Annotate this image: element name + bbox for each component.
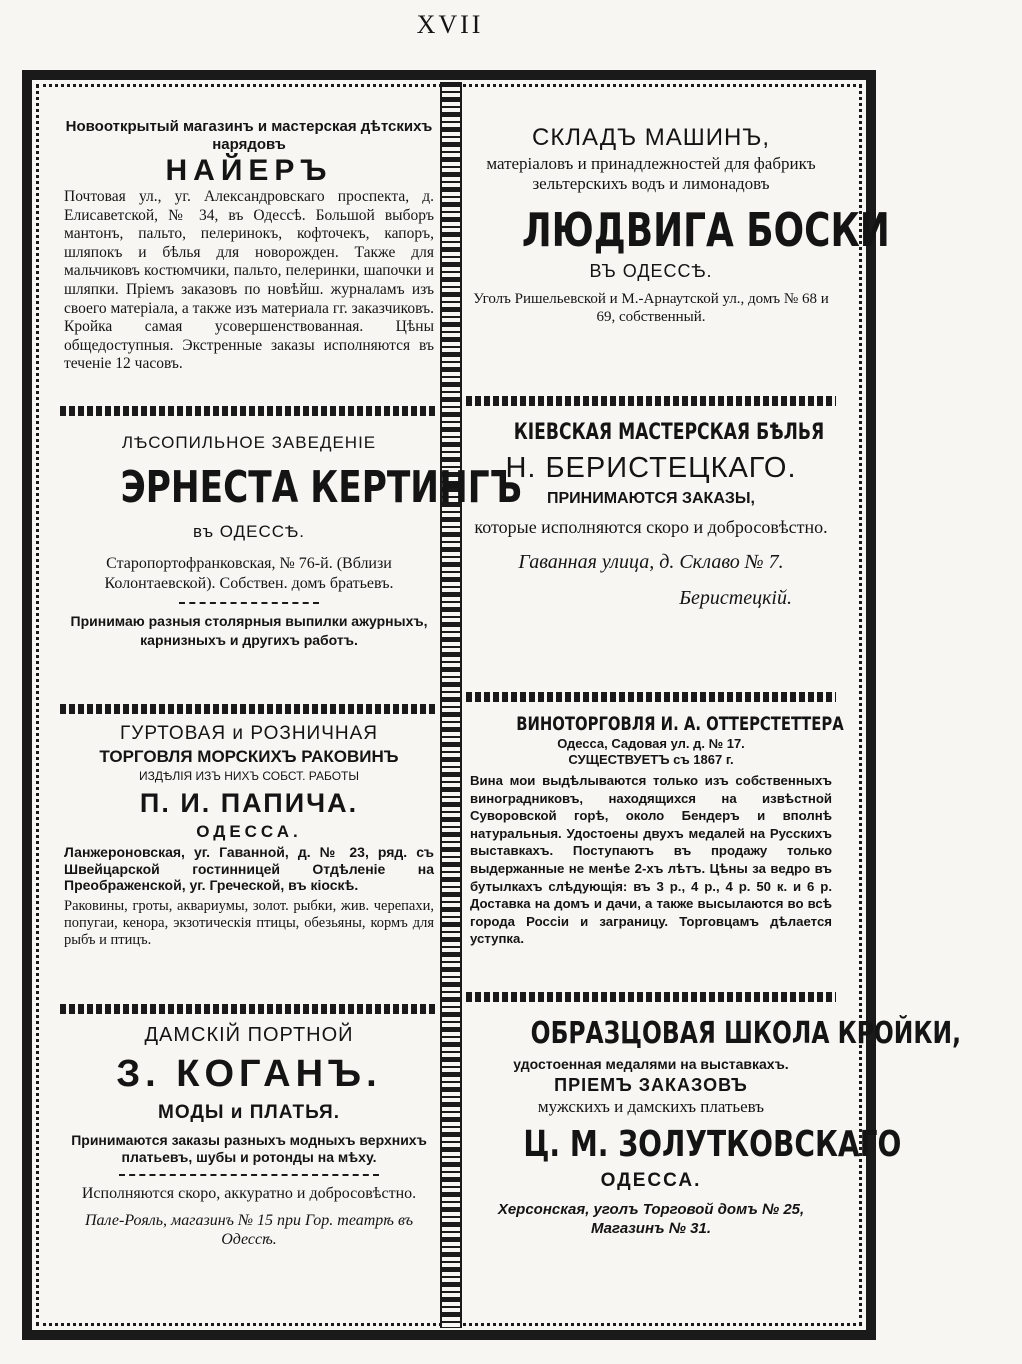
dashed-divider <box>119 1174 379 1176</box>
ad-name: П. И. ПАПИЧА. <box>139 788 359 818</box>
ad-header: КІЕВСКАЯ МАСТЕРСКАЯ БѢЛЬЯ <box>513 420 825 445</box>
ad-address: Херсонская, уголъ Торговой домъ № 25, Магазинъ № 31. <box>497 1201 805 1237</box>
ad-since: СУЩЕСТВУЕТЪ съ 1867 г. <box>568 752 734 767</box>
ad-subheader: ПРИНИМАЮТСЯ ЗАКАЗЫ, <box>546 490 755 507</box>
ad-header: СКЛАДЪ МАШИНЪ, <box>531 124 771 151</box>
ad-kerting <box>60 432 522 650</box>
ad-header: ЛѢСОПИЛЬНОЕ ЗАВЕДЕНІЕ <box>121 433 377 452</box>
ad-address: Ланжероновская, уг. Гаванной, д. № 23, ряд. съ Швейцарской гостинницей Отдѣленіе на Преображенской, уг. Греческой, въ кіоскѣ. <box>64 844 434 893</box>
ad-body: Раковины, гроты, аквариумы, золот. рыбки, жив. черепахи, попугаи, кенора, экзотическія птицы, обезьяны, кормъ для рыбъ и птицъ. <box>64 897 434 948</box>
ad-body: Вина мои выдѣлываются только изъ собственныхъ виноградниковъ, находящихся на извѣстной Суворовской горѣ, около Бендеръ и вполнѣ натуральныя. Удостоены двухъ медалей на Русскихъ выставкахъ. Поступаютъ въ продажу только выдержанные не менѣе 2-хъ лѣтъ. Цѣны за ведро въ бутылкахъ слѣдующія: въ 3 р., 4 р., 4 р. 50 к. и 6 р. Доставка на домъ и дачи, а также высылаются во всѣ города Россіи и заграницу. Торговцамъ дѣлается уступка. <box>470 773 832 947</box>
ad-address: Гаванная улица, д. Склаво № 7. <box>518 551 784 573</box>
ad-beristetsky <box>466 418 836 611</box>
ad-name: ЭРНЕСТА КЕРТИНГЪ <box>120 462 522 513</box>
ad-city: ВЪ ОДЕССѢ. <box>589 261 713 281</box>
ad-header: Новооткрытый магазинъ и мастерская дѣтскихъ нарядовъ <box>65 118 433 153</box>
ad-body: Принимаются заказы разныхъ модныхъ верхнихъ платьевъ, шубы и ротонды на мѣху. <box>71 1132 427 1165</box>
ad-header: ОБРАЗЦОВАЯ ШКОЛА КРОЙКИ, <box>530 1016 961 1051</box>
ad-address: Старопортофранковская, № 76-й. (Вблизи Колонтаевской). Собствен. домъ братьевъ. <box>104 555 394 592</box>
ad-signature: Беристецкій. <box>679 587 792 609</box>
ad-boski <box>466 122 890 326</box>
ad-zolutkovsky <box>466 1014 961 1238</box>
ad-separator <box>466 992 836 1002</box>
ad-separator <box>466 396 836 406</box>
ad-name: Н. БЕРИСТЕЦКАГО. <box>505 452 797 484</box>
ad-kogan <box>60 1022 438 1249</box>
center-ornament-divider <box>440 82 462 1328</box>
ad-name: НАЙЕРЪ <box>165 154 333 187</box>
ad-subheader-2: ПРІЕМЪ ЗАКАЗОВЪ <box>554 1075 748 1095</box>
ad-subheader: удостоенная медалями на выставкахъ. <box>513 1056 789 1072</box>
ad-otterstetter <box>466 712 844 948</box>
ad-address: Одесса, Садовая ул. д. № 17. <box>557 736 745 751</box>
ad-nayer <box>60 118 438 374</box>
ad-subheader-2: ИЗДѢЛІЯ ИЗЪ НИХЪ СОБСТ. РАБОТЫ <box>138 769 360 783</box>
ad-subheader: МОДЫ и ПЛАТЬЯ. <box>158 1102 340 1123</box>
ad-header: ДАМСКІЙ ПОРТНОЙ <box>144 1024 354 1046</box>
ad-separator <box>466 692 836 702</box>
ad-subheader: ТОРГОВЛЯ МОРСКИХЪ РАКОВИНЪ <box>99 747 399 766</box>
ad-name: ЛЮДВИГА БОСКИ <box>521 203 890 257</box>
ad-body: Почтовая ул., уг. Александровскаго проспекта, д. Елисаветской, № 34, въ Одессѣ. Большой выборъ мантонъ, пальто, пелеринокъ, кофточекъ, капоръ, шляпокъ и бѣлья для новорожден. Также для мальчиковъ костюмчики, пальто, пелеринки, шапочки и шляпки. Пріемъ заказовъ по новѣйш. журналамъ изъ своего матеріала, а также изъ материала гг. заказчиковъ. Кройка самая усовершенствованная. Цѣны общедоступныя. Экстренные заказы исполняются въ теченіе 12 часовъ. <box>64 188 434 373</box>
ad-city: ОДЕССА. <box>600 1170 702 1191</box>
ad-city: въ ОДЕССѢ. <box>192 522 306 541</box>
ad-header: ВИНОТОРГОВЛЯ И. А. ОТТЕРСТЕТТЕРА <box>516 713 844 735</box>
ad-separator <box>60 1004 438 1014</box>
ad-body: которые исполняются скоро и добросовѣстно. <box>474 517 828 537</box>
ad-header: ГУРТОВАЯ и РОЗНИЧНАЯ <box>120 723 378 744</box>
ad-body: матеріаловъ и принадлежностей для фабрикъ зельтерскихъ водъ и лимонадовъ <box>486 154 816 193</box>
page-number: XVII <box>416 10 484 39</box>
ad-address: Уголъ Ришельевской и М.-Арнаутской ул., домъ № 68 и 69, собственный. <box>473 291 829 325</box>
ad-city: ОДЕССА. <box>196 822 302 841</box>
ad-name: З. КОГАНЪ. <box>116 1053 382 1095</box>
ad-note: Принимаю разныя столярныя выпилки ажурныхъ, карнизныхъ и другихъ работъ. <box>70 613 428 648</box>
ad-separator <box>60 704 438 714</box>
ad-papich <box>60 722 438 949</box>
ad-name: Ц. М. ЗОЛУТКОВСКАГО <box>523 1124 902 1165</box>
ad-address: Пале-Рояль, магазинъ № 15 при Гор. театрѣ въ Одессѣ. <box>84 1212 414 1248</box>
ad-subheader-3: мужскихъ и дамскихъ платьевъ <box>537 1097 765 1116</box>
dashed-divider <box>179 602 319 604</box>
ad-note: Исполняются скоро, аккуратно и добросовѣстно. <box>81 1185 417 1202</box>
ad-separator <box>60 406 438 416</box>
